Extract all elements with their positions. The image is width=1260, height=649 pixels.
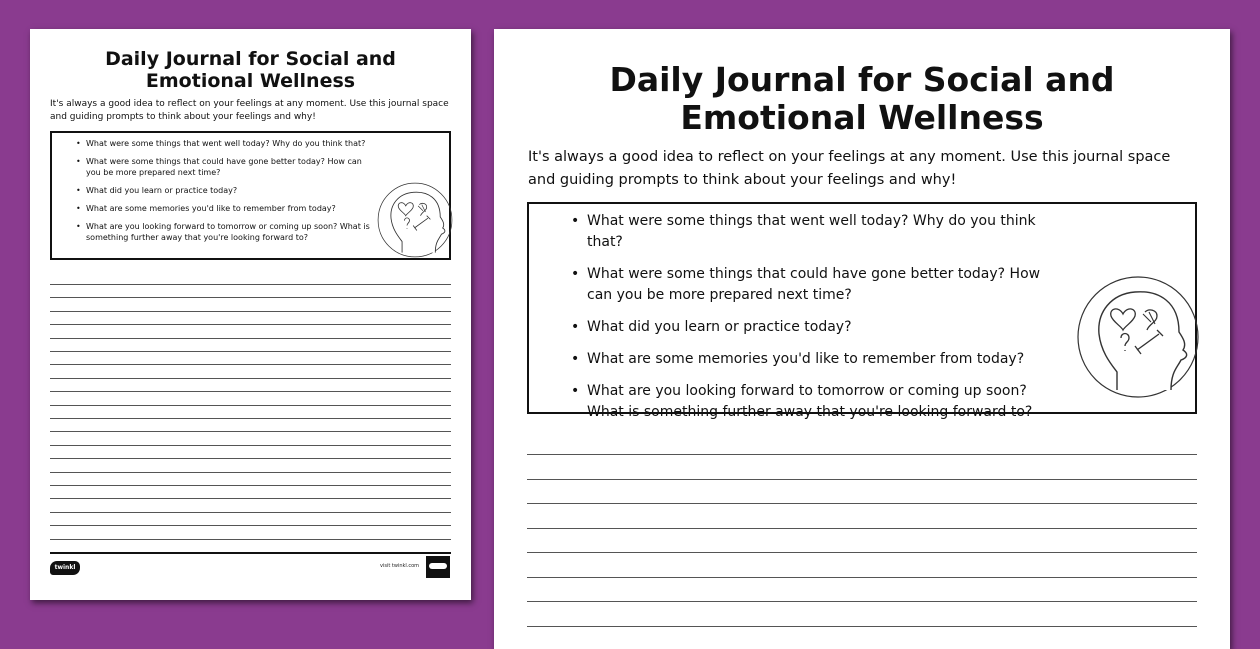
writing-line <box>50 297 451 298</box>
writing-line <box>50 378 451 379</box>
writing-line <box>527 454 1197 455</box>
writing-line <box>50 525 451 526</box>
worksheet-preview-large <box>494 29 1230 649</box>
writing-line <box>527 503 1197 504</box>
prompt-item: • What are some memories you'd like to remember from today? <box>587 349 1065 370</box>
prompt-item: • What were some things that could have gone better today? How can you be more prepared next time? <box>587 264 1065 306</box>
writing-line <box>50 498 451 499</box>
writing-line <box>50 364 451 365</box>
worksheet-title <box>494 29 1230 138</box>
footer-divider <box>50 552 451 554</box>
writing-line <box>50 338 451 339</box>
site-url: visit twinkl.com <box>380 563 420 569</box>
writing-line <box>527 552 1197 553</box>
prompt-item: • What did you learn or practice today? <box>587 317 1065 338</box>
title-line-1: Daily Journal for Social and <box>609 60 1115 99</box>
head-with-heart-question-icon <box>1072 272 1204 402</box>
writing-line <box>50 472 451 473</box>
writing-line <box>527 528 1197 529</box>
twinkl-logo: twinkl <box>50 561 80 575</box>
writing-line <box>50 512 451 513</box>
prompt-item: • What are you looking forward to tomorrow or coming up soon? What is something further away that you're looking forward to? <box>587 381 1065 423</box>
writing-line <box>50 311 451 312</box>
title-line-2: Emotional Wellness <box>680 98 1044 138</box>
writing-line <box>50 324 451 325</box>
worksheet-preview-small <box>30 29 471 600</box>
writing-line <box>50 351 451 352</box>
writing-line <box>50 284 451 285</box>
writing-line <box>50 391 451 392</box>
intro-text: It's always a good idea to reflect on your feelings at any moment. Use this journal space and guiding prompts to think about your feelings and why! <box>528 148 1171 188</box>
title-line-1: Daily Journal for Social and <box>105 48 396 70</box>
worksheet-title <box>30 29 471 92</box>
prompt-item: • What were some things that went well today? Why do you think that? <box>587 211 1065 253</box>
writing-line <box>50 539 451 540</box>
prompt-item: • What are you looking forward to tomorrow or coming up soon? What is something further away that you're looking forward to? <box>86 221 379 243</box>
twinkl-badge-icon <box>426 556 450 578</box>
prompt-item: • What were some things that could have gone better today? How can you be more prepared next time? <box>86 156 379 178</box>
writing-line <box>527 577 1197 578</box>
prompt-item: • What did you learn or practice today? <box>86 185 379 196</box>
head-with-heart-question-icon <box>375 179 455 261</box>
title-line-2: Emotional Wellness <box>145 70 356 93</box>
writing-line <box>50 405 451 406</box>
writing-line <box>527 626 1197 627</box>
writing-line <box>527 479 1197 480</box>
writing-line <box>50 418 451 419</box>
writing-line <box>50 458 451 459</box>
writing-line <box>50 431 451 432</box>
writing-line <box>50 445 451 446</box>
prompt-item: • What are some memories you'd like to remember from today? <box>86 203 379 214</box>
intro-text: It's always a good idea to reflect on your feelings at any moment. Use this journal space and guiding prompts to think about your feelings and why! <box>50 99 449 123</box>
writing-line <box>527 601 1197 602</box>
prompt-item: • What were some things that went well today? Why do you think that? <box>86 138 379 149</box>
writing-line <box>50 485 451 486</box>
